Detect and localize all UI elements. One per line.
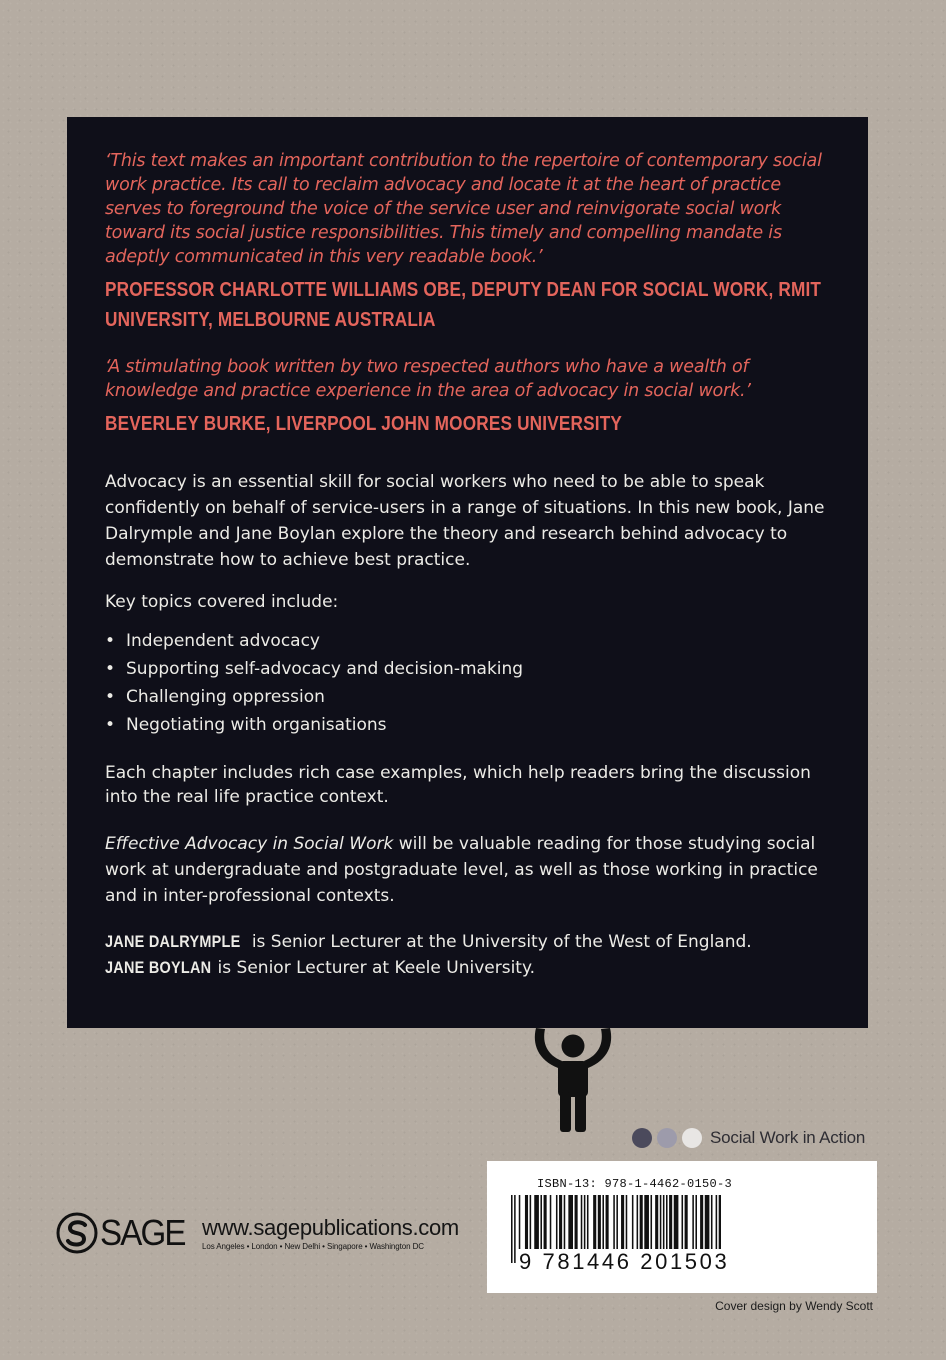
review-quote-1: ‘This text makes an important contribution to the repertoire of contemporary social work practice. Its call to reclaim advocacy and locate it at the heart of practice serves to foreground the voice of the service user and reinvigorate social work toward its social justice responsibilities. This timely and compelling mandate is adeptly communicated in this very readable book.’ — [105, 151, 822, 267]
person-holding-up-icon — [532, 1026, 614, 1134]
publisher-cities: Los Angeles • London • New Delhi • Singapore • Washington DC — [202, 1242, 424, 1251]
review-attribution-1: PROFESSOR CHARLOTTE WILLIAMS OBE, DEPUTY DEAN FOR SOCIAL WORK, RMIT UNIVERSITY, MELBOURNE AUSTRALIA — [105, 279, 822, 331]
series-badge — [632, 1128, 865, 1148]
topic-item: • Challenging oppression — [105, 683, 832, 711]
book-title: Effective Advocacy in Social Work — [105, 834, 394, 854]
publisher-name: SAGE — [100, 1212, 185, 1253]
review-attribution-2: BEVERLEY BURKE, LIVERPOOL JOHN MOORES UNIVERSITY — [105, 413, 623, 435]
chapters-paragraph: Each chapter includes rich case examples, which help readers bring the discussion into the real life practice context. — [105, 763, 811, 807]
isbn-label: ISBN-13: 978-1-4462-0150-3 — [537, 1177, 733, 1191]
barcode-panel — [487, 1161, 877, 1293]
barcode-number: 9 781446 201503 — [519, 1249, 730, 1274]
author-bios — [105, 929, 832, 981]
intro-paragraph: Advocacy is an essential skill for social workers who need to be able to speak confidently on behalf of service-users in a range of situations. In this new book, Jane Dalrymple and Jane Boylan explore the theory and research behind advocacy to demonstrate how to achieve best practice. — [105, 472, 825, 570]
publisher-info — [202, 1215, 459, 1251]
blurb-panel — [67, 117, 868, 1028]
readership-paragraph — [105, 831, 832, 909]
publisher-url[interactable]: www.sagepublications.com — [202, 1215, 459, 1240]
author-name: JANE BOYLAN — [105, 958, 212, 977]
cover-design-credit: Cover design by Wendy Scott — [715, 1299, 873, 1313]
topic-item: • Negotiating with organisations — [105, 711, 832, 739]
publisher-logo — [56, 1212, 192, 1254]
series-name: Social Work in Action — [710, 1128, 866, 1147]
author-bio: is Senior Lecturer at Keele University. — [212, 958, 535, 978]
three-dots-icon — [632, 1128, 707, 1148]
topic-item: • Independent advocacy — [105, 627, 832, 655]
author-name: JANE DALRYMPLE — [105, 932, 241, 951]
author-bio: is Senior Lecturer at the University of the West of England. — [246, 932, 752, 952]
topic-item: • Supporting self-advocacy and decision-making — [105, 655, 832, 683]
readership-text: will be valuable reading for those studying social work at undergraduate and postgraduate level, as well as those working in practice and in inter-professional contexts. — [105, 834, 818, 906]
topics-list — [105, 627, 832, 739]
review-quote-2: ‘A stimulating book written by two respected authors who have a wealth of knowledge and practice experience in the area of advocacy in social work.’ — [105, 357, 751, 401]
sage-s-logo-icon — [56, 1212, 98, 1254]
topics-heading: Key topics covered include: — [105, 592, 339, 612]
